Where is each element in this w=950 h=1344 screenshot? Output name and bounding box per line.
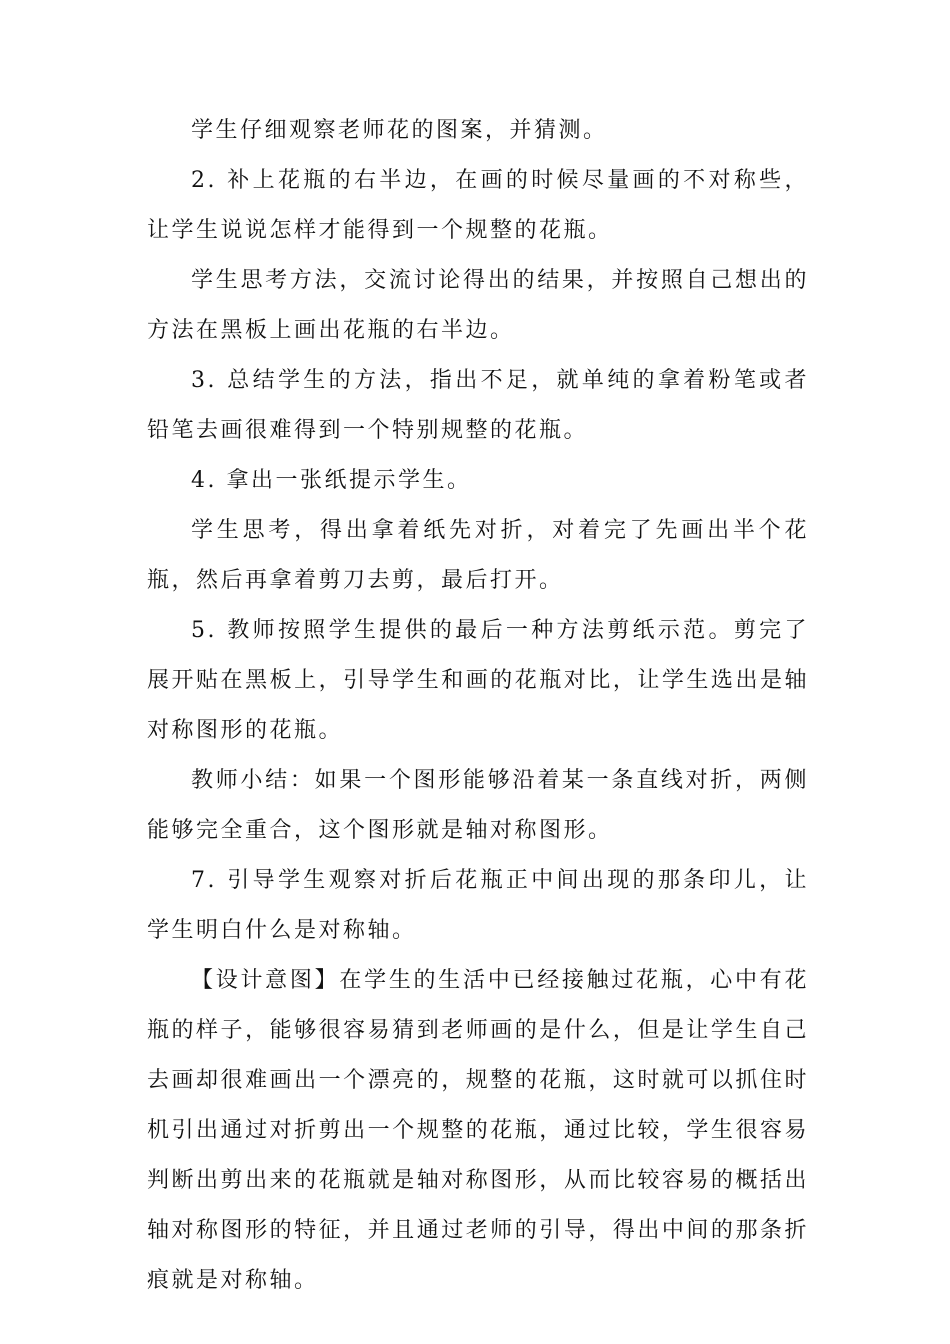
paragraph-step-7: 7. 引导学生观察对折后花瓶正中间出现的那条印儿，让学生明白什么是对称轴。	[147, 868, 809, 943]
paragraph-student-method: 学生思考方法，交流讨论得出的结果，并按照自己想出的方法在黑板上画出花瓶的右半边。	[147, 268, 809, 343]
paragraph-student-fold: 学生思考，得出拿着纸先对折，对着完了先画出半个花瓶，然后再拿着剪刀去剪，最后打开。	[147, 518, 809, 593]
paragraph-step-3: 3. 总结学生的方法，指出不足，就单纯的拿着粉笔或者铅笔去画很难得到一个特别规整的花瓶。	[147, 368, 809, 443]
paragraph-design-intent: 【设计意图】在学生的生活中已经接触过花瓶，心中有花瓶的样子，能够很容易猜到老师画的是什么，但是让学生自己去画却很难画出一个漂亮的，规整的花瓶，这时就可以抓住时机引出通过对折剪出一个规整的花瓶，通过比较，学生很容易判断出剪出来的花瓶就是轴对称图形，从而比较容易的概括出轴对称图形的特征，并且通过老师的引导，得出中间的那条折痕就是对称轴。	[147, 968, 809, 1293]
paragraph-teacher-summary: 教师小结：如果一个图形能够沿着某一条直线对折，两侧能够完全重合，这个图形就是轴对称图形。	[147, 768, 809, 843]
paragraph-step-5: 5. 教师按照学生提供的最后一种方法剪纸示范。剪完了展开贴在黑板上，引导学生和画的花瓶对比，让学生选出是轴对称图形的花瓶。	[147, 618, 809, 743]
paragraph-step-2: 2. 补上花瓶的右半边，在画的时候尽量画的不对称些，让学生说说怎样才能得到一个规整的花瓶。	[147, 168, 809, 243]
paragraph-step-4: 4. 拿出一张纸提示学生。	[191, 468, 472, 493]
document-body	[147, 106, 809, 1306]
paragraph-observe: 学生仔细观察老师花的图案，并猜测。	[191, 118, 608, 143]
